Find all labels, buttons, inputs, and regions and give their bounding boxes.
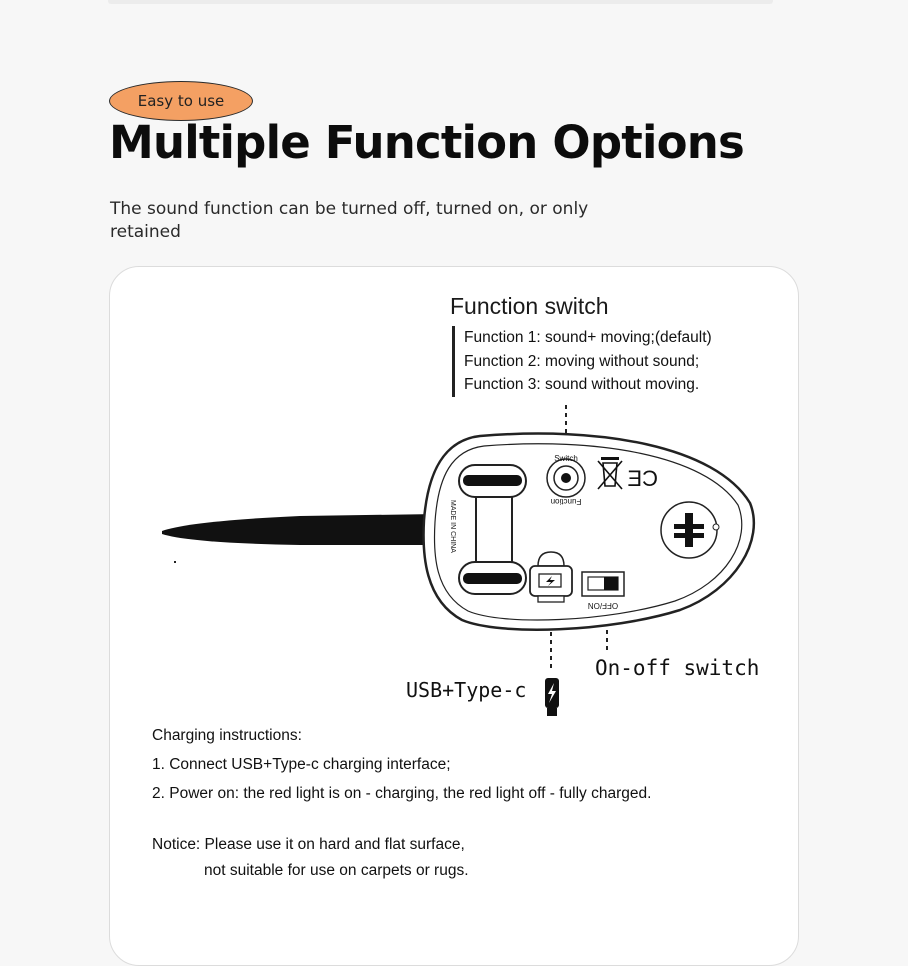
subtitle: The sound function can be turned off, turned on, or only retained xyxy=(110,199,589,242)
easy-to-use-badge: Easy to use xyxy=(109,81,253,121)
function-item: Function 3: sound without moving. xyxy=(464,376,700,393)
notice xyxy=(152,832,469,884)
function-item: Function 1: sound+ moving;(default) xyxy=(464,329,712,346)
top-divider xyxy=(108,0,773,4)
notice-line: Notice: Please use it on hard and flat surface, xyxy=(152,836,465,853)
function-switch-list xyxy=(452,326,712,397)
switch-label: Switch xyxy=(554,454,578,463)
charging-instructions xyxy=(152,725,651,805)
charging-step: 1. Connect USB+Type-c charging interface; xyxy=(152,756,451,773)
function-switch-title: Function switch xyxy=(450,293,609,319)
tail-shape xyxy=(162,514,438,545)
on-off-switch-label: On-off switch xyxy=(595,656,760,680)
charging-step: 2. Power on: the red light is on - charging, the red light off - fully charged. xyxy=(152,785,652,802)
on-off-slide-switch xyxy=(582,572,624,596)
tail-dot xyxy=(174,561,176,563)
usb-typec-plug-icon xyxy=(545,678,559,716)
function-item: Function 2: moving without sound; xyxy=(464,352,700,370)
headline: Multiple Function Options xyxy=(109,116,744,169)
ce-mark-icon: CE xyxy=(627,466,658,491)
function-label: Function xyxy=(550,497,582,506)
notice-line: not suitable for use on carpets or rugs. xyxy=(204,862,469,879)
charging-title: Charging instructions: xyxy=(152,727,302,744)
off-on-marking: OFF/ON xyxy=(587,601,619,610)
usb-typec-label: USB+Type-c xyxy=(406,678,527,702)
made-in-china-text: MADE IN CHINA xyxy=(449,500,456,553)
